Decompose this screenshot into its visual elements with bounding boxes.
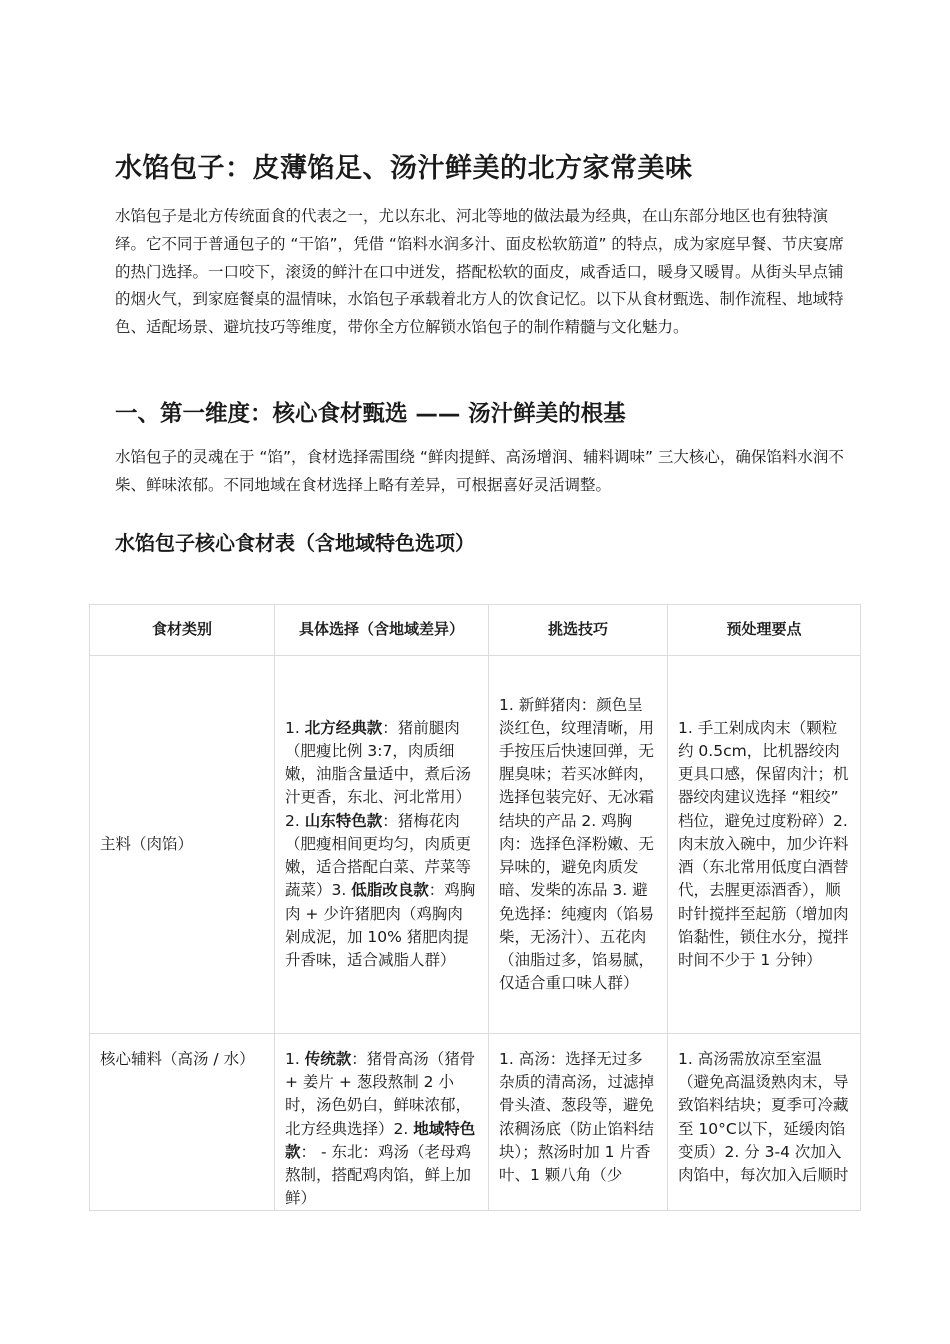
bold-label: 传统款: [304, 1050, 352, 1068]
cell-tips: 1. 高汤：选择无过多杂质的清高汤，过滤掉骨头渣、葱段等，避免浓稠汤底（防止馅料结块）；熬汤时加 1 片香叶、1 颗八角（少: [489, 1034, 668, 1211]
cell-selection: [275, 1034, 489, 1211]
text-segment: ：鸡胸肉 + 少许猪肥肉（鸡胸肉剁成泥，加 10% 猪肥肉提升香味，适合减脂人群）: [285, 881, 476, 969]
section-paragraph: 水馅包子的灵魂在于 “馅”，食材选择需围绕 “鲜肉提鲜、高汤增润、辅料调味” 三大核心，确保馅料水润不柴、鲜味浓郁。不同地域在食材选择上略有差异，可根据喜好灵活调整。: [115, 448, 844, 494]
bold-label: 低脂改良款: [351, 881, 429, 900]
header-category: 食材类别: [90, 605, 275, 656]
ingredient-table: [89, 604, 861, 1211]
header-prep: 预处理要点: [668, 605, 861, 656]
cell-category: 核心辅料（高汤 / 水）: [90, 1034, 275, 1211]
cell-prep: 1. 手工剁成肉末（颗粒约 0.5cm，比机器绞肉更具口感，保留肉汁；机器绞肉建议选择 “粗绞” 档位，避免过度粉碎）2. 肉末放入碗中，加少许料酒（东北常用低度白酒替代，去腥更添酒香），顺时针搅拌至起筋（增加肉馅黏性，锁住水分，搅拌时间不少于 1 分钟）: [668, 656, 861, 1034]
bold-label: 山东特色款: [304, 811, 383, 830]
bold-label: 地域特色款: [285, 1119, 476, 1161]
bold-label: 北方经典款: [304, 718, 383, 737]
text-segment: 1.: [285, 1050, 305, 1068]
cell-selection: [275, 656, 489, 1034]
table-title: 水馅包子核心食材表（含地域特色选项）: [115, 531, 475, 555]
page-title: 水馅包子：皮薄馅足、汤汁鲜美的北方家常美味: [115, 153, 693, 184]
header-tips: 挑选技巧: [489, 605, 668, 656]
text-segment: ：猪骨高汤（猪骨 + 姜片 + 葱段熬制 2 小时，汤色奶白，鲜味浓郁，北方经典选择）2.: [285, 1050, 476, 1138]
text-segment: ： - 东北：鸡汤（老母鸡熬制，搭配鸡肉馅，鲜上加鲜）: [285, 1142, 472, 1208]
header-selection: 具体选择（含地域差异）: [275, 605, 489, 656]
section-heading: 一、第一维度：核心食材甄选 —— 汤汁鲜美的根基: [115, 401, 626, 427]
text-segment: ：猪前腿肉（肥瘦比例 3:7，肉质细嫩，油脂含量适中，煮后汤汁更香，东北、河北常用）2.: [285, 718, 472, 830]
cell-category: 主料（肉馅）: [90, 656, 275, 1034]
table-header-row: [90, 605, 861, 656]
ingredient-table-wrapper: [89, 604, 861, 1211]
text-segment: 1.: [285, 718, 305, 737]
cell-tips: 1. 新鲜猪肉：颜色呈淡红色，纹理清晰，用手按压后快速回弹，无腥臭味；若买冰鲜肉，选择包装完好、无冰霜结块的产品 2. 鸡胸肉：选择色泽粉嫩、无异味的，避免肉质发暗、发柴的冻品 3. 避免选择：纯瘦肉（馅易柴，无汤汁）、五花肉（油脂过多，馅易腻，仅适合重口味人群）: [489, 656, 668, 1034]
intro-paragraph: 水馅包子是北方传统面食的代表之一，尤以东北、河北等地的做法最为经典，在山东部分地区也有独特演绎。它不同于普通包子的 “干馅”，凭借 “馅料水润多汁、面皮松软筋道” 的特点，成为家庭早餐、节庆宴席的热门选择。一口咬下，滚烫的鲜汁在口中迸发，搭配松软的面皮，咸香适口，暖身又暖胃。从街头早点铺的烟火气，到家庭餐桌的温情味，水馅包子承载着北方人的饮食记忆。以下从食材甄选、制作流程、地域特色、适配场景、避坑技巧等维度，带你全方位解锁水馅包子的制作精髓与文化魅力。: [115, 207, 844, 337]
cell-prep: 1. 高汤需放凉至室温（避免高温烫熟肉末，导致馅料结块；夏季可冷藏至 10°C以下，延缓肉馅变质）2. 分 3-4 次加入肉馅中，每次加入后顺时: [668, 1034, 861, 1211]
text-segment: ：猪梅花肉（肥瘦相间更均匀，肉质更嫩，适合搭配白菜、芹菜等蔬菜）3.: [285, 811, 472, 900]
table-row: [90, 656, 861, 1034]
table-row: [90, 1034, 861, 1211]
